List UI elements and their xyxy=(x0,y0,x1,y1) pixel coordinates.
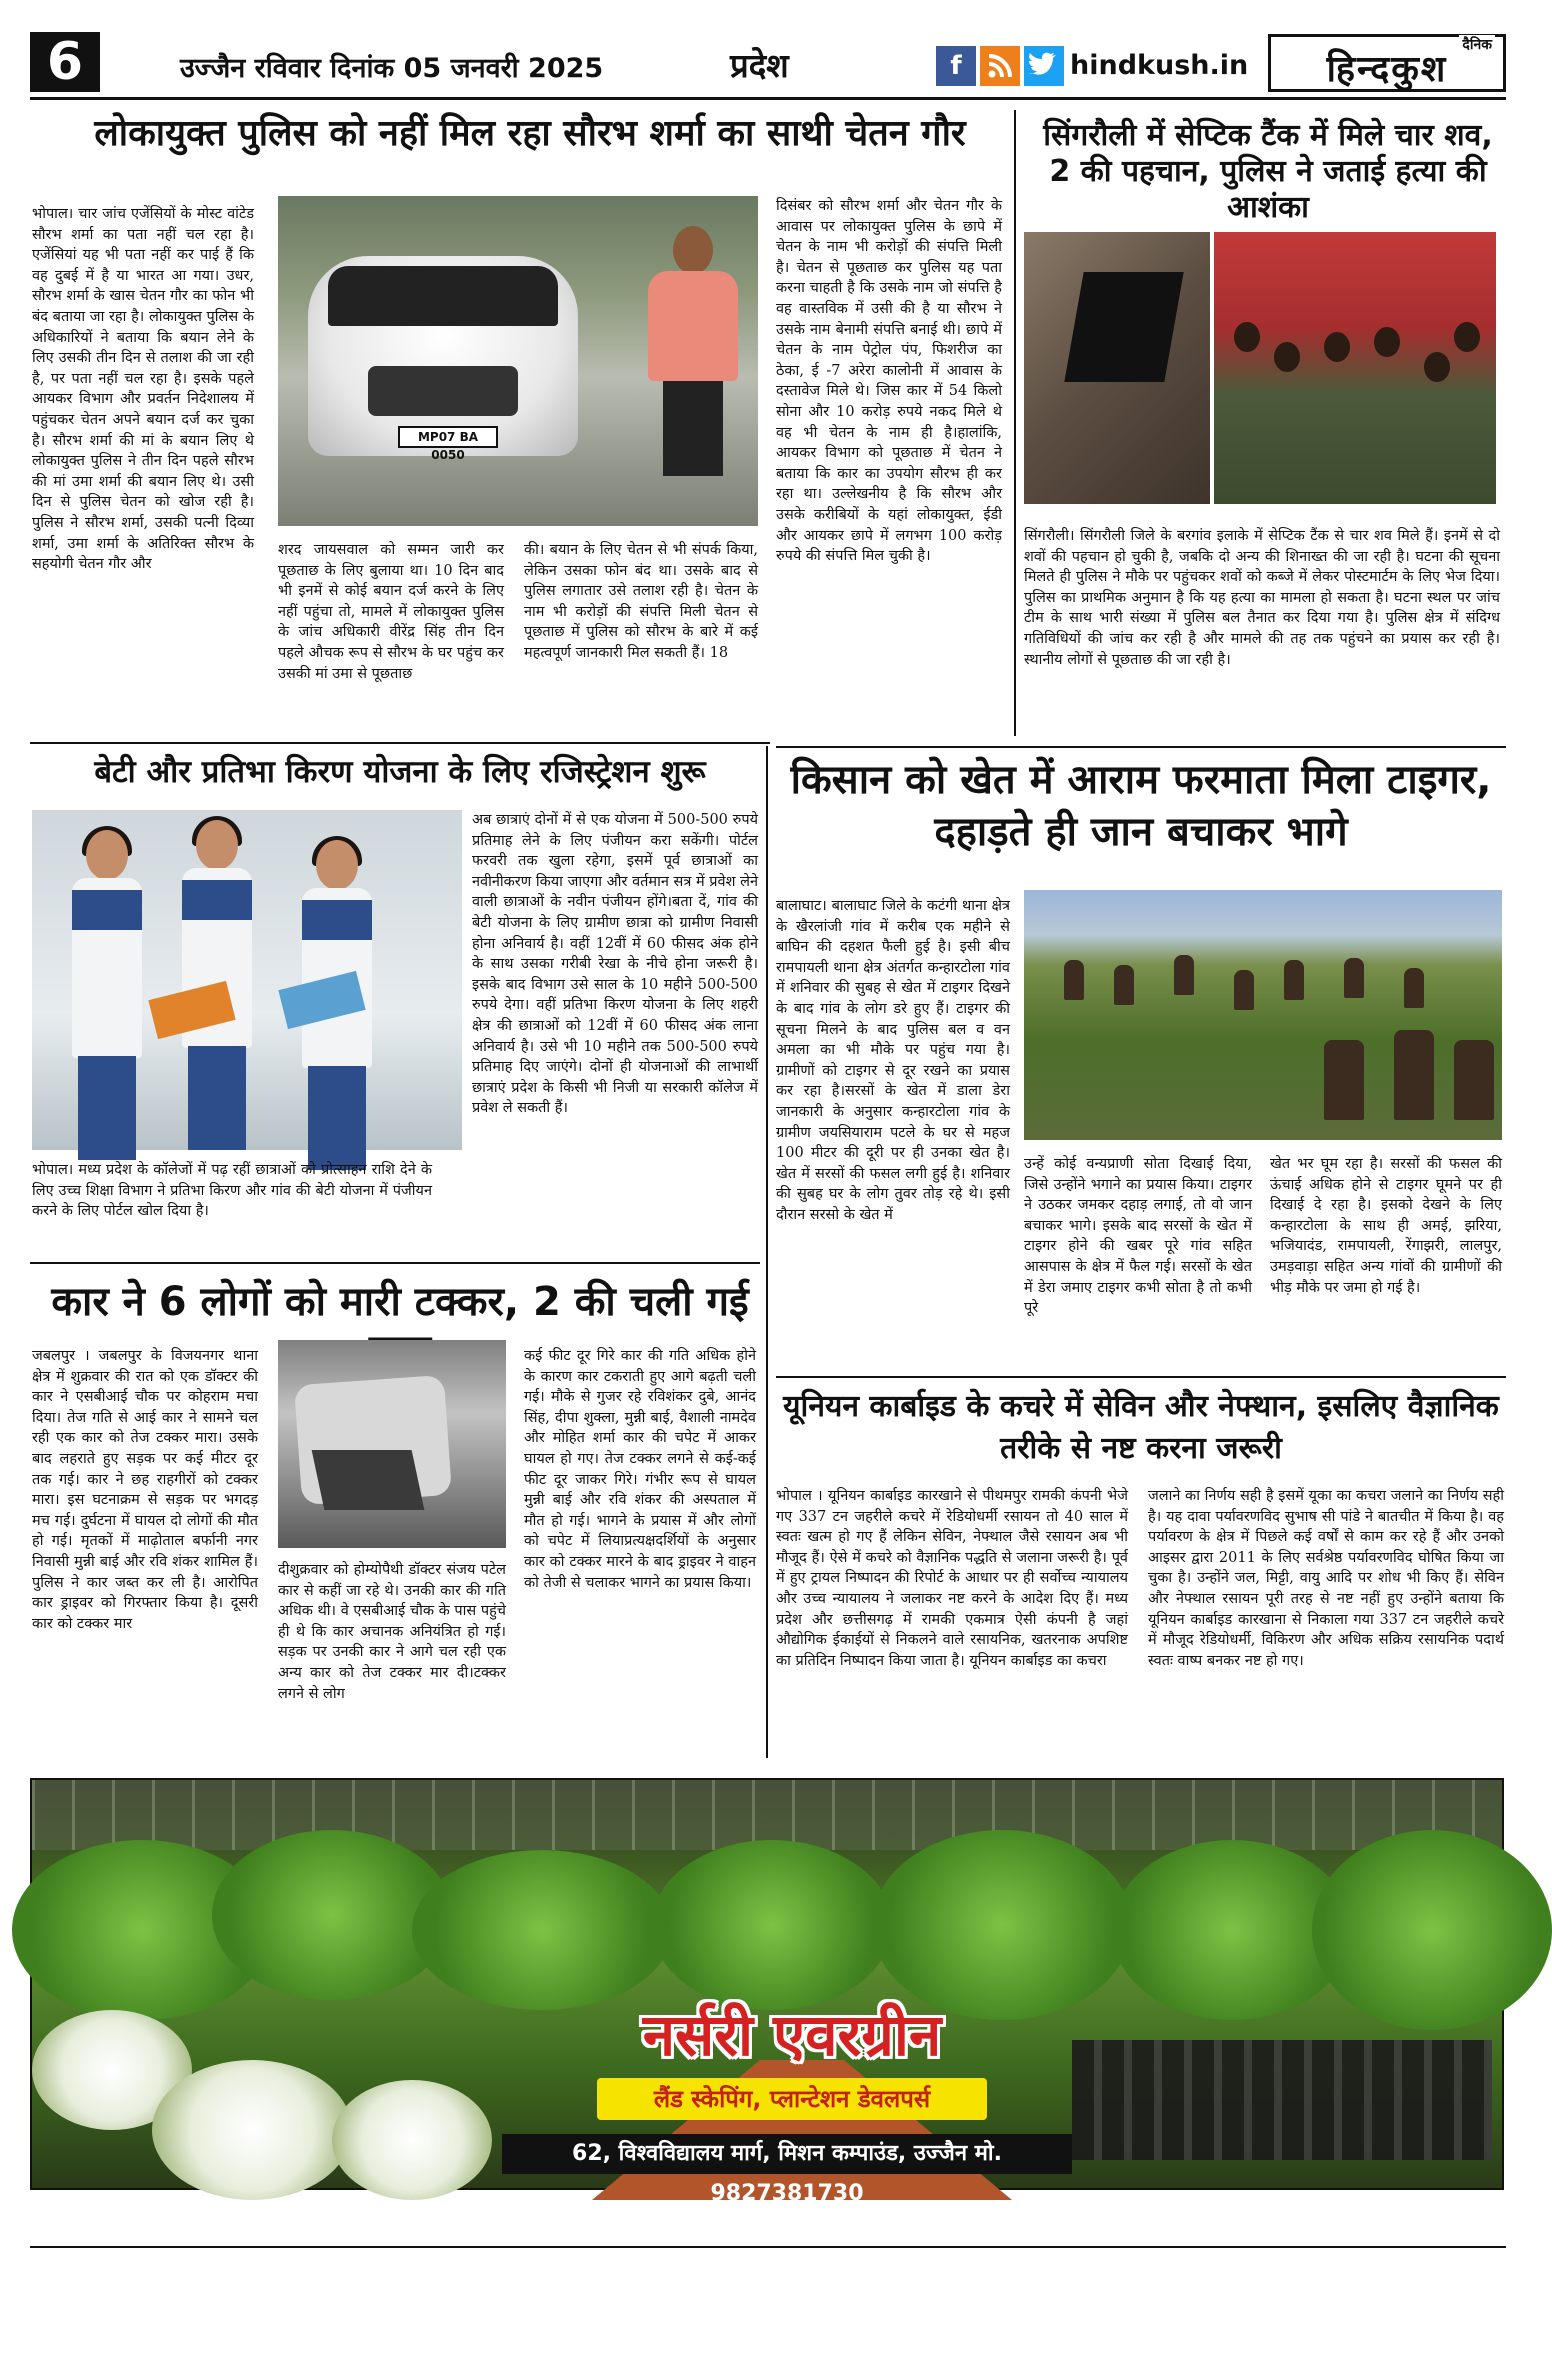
plant-pots xyxy=(1072,2040,1492,2160)
section-rule xyxy=(30,742,770,744)
headline-union-carbide: यूनियन कार्बाइड के कचरे में सेविन और नेफ्थान, इसलिए वैज्ञानिक तरीके से नष्ट करना जरूरी xyxy=(783,1389,1499,1466)
tiger-column-2: उन्हें कोई वन्यप्राणी सोता दिखाई दिया, जिसे उन्होंने भगाने का प्रयास किया। टाइगर ने उठकर जमकर दहाड़ लगाई, तो वो जान बचाकर भागे। इसके बाद सरसों के खेत में टाइगर होने की खबर पूरे गांव सहित आसपास के क्षेत्र में फैल गई। सरसों के खेत में डेरा जमाए टाइगर कभी सोता है तो कभी पूरे xyxy=(1024,1156,1252,1317)
ad-address: 62, विश्वविद्यालय मार्ग, मिशन कम्पाउंड, उज्जैन मो. 9827381730 xyxy=(502,2134,1072,2174)
tiger-field-crowd-photo xyxy=(1024,890,1502,1140)
car-accident-column-3: कई फीट दूर गिरे कार की गति अधिक होने के कारण कार टकराती हुए आगे बढ़ती चली गई। मौके से गुजर रहे रविशंकर दुबे, आनंद सिंह, दीपा शुक्ला, मुन्नी बाई, वैशाली नामदेव और मोहित शर्मा कार की चपेट में आकर घायल हो गए। तेज टक्कर लगने से कई-कई फीट दूर जाकर गिरे। गंभीर रूप से घायल मुन्नी बाई और रवि शंकर की अस्पताल में मौत हो गई। भागने के प्रयास में और लोगों को चपेट में लियाप्रत्यक्षदर्शियों के अनुसार कार को टक्कर मारने के बाद ड्राइवर ने वाहन को तेजी से चलाकर भागने का प्रयास किया। xyxy=(524,1348,756,1591)
section-rule xyxy=(30,1262,760,1264)
car-window-shape xyxy=(328,266,558,326)
dateline: उज्जैन रविवार दिनांक 05 जनवरी 2025 xyxy=(180,53,604,84)
beti-caption: भोपाल। मध्य प्रदेश के कॉलेजों में पढ़ रहीं छात्राओं को प्रोत्साहन राशि देने के लिए उच्च शिक्षा विभाग ने प्रतिभा किरण और गांव की बेटी योजना में पंजीयन करने के लिए पोर्टल खोल दिया है। xyxy=(32,1162,432,1220)
tiger-column-3: खेत भर घूम रहा है। सरसों की फसल की ऊंचाई अधिक होने से टाइगर घूमने पर ही दिखाई दे रहा है। इसको देखने के लिए कन्हारटोला के साथ ही अमई, झरिया, भजियादंड, रामपायली, रेंगाझरी, लालपुर, उमड़वाड़ा सहित अन्य गांवों की ग्रामीणों की भीड़ मौके पर जमा हो गई है। xyxy=(1270,1156,1502,1296)
lokayukt-column-1: भोपाल। चार जांच एजेंसियों के मोस्ट वांटेड सौरभ शर्मा का पता नहीं चल रहा है। एजेंसियां यह भी पता नहीं कर पाई हैं कि वह दुबई में है या भारत आ गया। उधर, सौरभ शर्मा के खास चेतन गौर का फोन भी बंद बताया जा रहा है। लोकायुक्त पुलिस के अधिकारियों ने बताया कि बयान लेने के लिए उसकी तीन दिन से तलाश की जा रही है, पर पता नहीं चल रहा है। इसके पहले आयकर विभाग और प्रवर्तन निदेशालय में पहुंचकर चेतन अपने बयान दर्ज कर चुका है। सौरभ शर्मा की मां के बयान लिए थे लोकायुक्त पुलिस ने तीन दिन पहले सौरभ की मां उमा शर्मा की बयान लिए थे। उसी दिन से पुलिस चेतन को खोज रही है। पुलिस ने सौरभ शर्मा, उसकी पत्नी दिव्या शर्मा, उमा शर्मा के अतिरिक्त सौरभ के सहयोगी चेतन गौर और xyxy=(32,206,254,573)
police-crowd-photo xyxy=(1214,232,1496,504)
tank-opening-shape xyxy=(1064,272,1183,382)
facebook-icon[interactable]: f xyxy=(936,46,976,86)
crashed-car-photo xyxy=(278,1340,506,1548)
beti-text: अब छात्राएं दोनों में से एक योजना में 500-500 रुपये प्रतिमाह लेने के लिए पंजीयन करा सकेंगी। पोर्टल फरवरी तक खुला रहेगा, इसमें पूर्व छात्राओं का नवीनीकरण किया जाएगा और वर्तमान सत्र में प्रवेश लेने वाली छात्राओं के नवीन पंजीयन होंगे।बता दें, गांव की बेटी योजना के लिए ग्रामीण छात्रा को ग्रामीण निवासी होना अनिवार्य है। वहीं 12वीं में 60 फीसद अंक होने के साथ उसका गरीबी रेखा के नीचे होना जरूरी है। इसके बाद विभाग उसे साल के 10 महीने 500-500 रुपये देगा। वहीं प्रतिभा किरण योजना के लिए शहरी क्षेत्र की छात्राओं को 12वीं में 60 फीसद अंक लाना अनिवार्य है। उसे भी 10 महीने तक 500-500 रुपये प्रतिमाह दिए जाएंगे। दोनों ही योजनाओं की लाभार्थी छात्राएं प्रदेश के किसी भी निजी या सरकारी कॉलेज में प्रवेश ले सकती हैं। xyxy=(472,812,758,1117)
car-number-plate: MP07 BA 0050 xyxy=(398,426,498,448)
union-carbide-column-2: जलाने का निर्णय सही है इसमें यूका का कचरा जलाने का निर्णय सही है। यह दावा पर्यावरणविद सुभाष सी पांडे ने बातचीत में किया है। वह पर्यावरण के क्षेत्र में पिछले कई वर्षों से काम कर रहे हैं और उनको आइसर द्वारा 2011 के लिए सर्वश्रेष्ठ पर्यावरणविद घोषित किया जा चुका है। उन्होंने जल, मिट्टी, वायु आदि पर शोध भी किए हैं। सेविन और नेफ्थाल रसायन पूरी तरह से नष्ट नहीं हुए उन्होंने बताया कि यूनियन कार्बाइड कारखाना से निकाला गया 337 टन जहरीले कचरे में मौजूद रेडियोधर्मी, विकिरण और अधिक सक्रिय रसायनिक पदार्थ स्वतः वाष्प बनकर नष्ट हो गए। xyxy=(1148,1488,1504,1669)
union-carbide-column-1: भोपाल । यूनियन कार्बाइड कारखाने से पीथमपुर रामकी कंपनी भेजे गए 337 टन जहरीले कचरे में रेडियोधर्मी रसायन तो 40 साल में स्वतः खत्म हो गए हैं लेकिन सेविन, नेफ्थाल जैसे रसायन अब भी मौजूद हैं। ऐसे में कचरे को वैज्ञानिक पद्धति से जलाना जरूरी है। पूर्व में हुए ट्रायल निष्पादन की रिपोर्ट के आधार पर ही सर्वोच्च न्यायालय और उच्च न्यायालय ने जलाकर नष्ट करने के आदेश दिए हैं। मध्य प्रदेश और छत्तीसगढ़ में रामकी एकमात्र ऐसी कंपनी है जहां औद्योगिक ईकाईयों से निकलने वाले रसायनिक, खतरनाक अपशिष्ट का प्रतिदिन निष्पादन किया जाता है। यूनियन कार्बाइड का कचरा xyxy=(776,1488,1128,1669)
section-rule xyxy=(776,746,1506,748)
newspaper-logo xyxy=(1268,34,1506,92)
column-rule xyxy=(766,746,768,1758)
headline-tiger: किसान को खेत में आराम फरमाता मिला टाइगर, दहाड़ते ही जान बचाकर भागे xyxy=(790,757,1492,855)
website-link[interactable]: hindkush.in xyxy=(1070,50,1249,81)
car-debris-shape xyxy=(312,1450,425,1510)
ad-title: नर्सरी एवरग्रीन xyxy=(642,2001,942,2069)
tiger-column-1: बालाघाट। बालाघाट जिले के कटंगी थाना क्षेत्र के खैरलांजी गांव में करीब एक महीने से बाघिन की दहशत फैली हुई है। इसी बीच रामपायली थाना क्षेत्र अंतर्गत कन्हारटोला गांव में शनिवार की सुबह से खेत में टाइगर दिखने के बाद गांव के लोग डरे हुए हैं। टाइगर की सूचना मिलने के बाद पुलिस बल व वन अमला का भी मौके पर पहुंच गया है। ग्रामीणों को टाइगर से दूर रखने का प्रयास कर रहा है।सरसों के खेत में डाला डेरा जानकारी के अनुसार कन्हारटोला गांव के ग्रामीण जयसियाराम पटले के घर से महज 100 मीटर की दूरी पर ही उनका खेत है। खेत में सरसों की फसल लगी हुई है। शनिवार की सुबह घर के लोग तुवर तोड़ रहे थे। इसी दौरान सरसो के खेत में xyxy=(776,898,1010,1223)
ad-subtitle: लैंड स्केपिंग, प्लान्टेशन डेवलपर्स xyxy=(597,2078,987,2120)
person-figure xyxy=(648,226,738,476)
lokayukt-column-3: की। बयान के लिए चेतन से भी संपर्क किया, लेकिन उसका फोन बंद था। उसके बाद से पुलिस लगातार उसे तलाश रही है। चेतन के नाम भी करोड़ों की संपत्ति मिली चेतन से पूछताछ में पुलिस को सौरभ के बारे में कई महत्वपूर्ण जानकारी मिल सकती हैं। 18 xyxy=(524,542,758,661)
bottom-rule xyxy=(30,2246,1506,2248)
septic-tank-photo xyxy=(1024,232,1210,504)
headline-beti: बेटी और प्रतिभा किरण योजना के लिए रजिस्ट्रेशन शुरू xyxy=(94,754,706,790)
singrauli-text: सिंगरौली। सिंगरौली जिले के बरगांव इलाके में सेप्टिक टैंक से चार शव मिले हैं। इनमें से दो शवों की पहचान हो चुकी है, जबकि दो अन्य की शिनाख्त की जा रही है। घटना की सूचना मिलते ही पुलिस ने मौके पर पहुंचकर शवों को कब्जे में लेकर पोस्टमार्टम के लिए भेज दिया। पुलिस का प्राथमिक अनुमान है कि यह हत्या का मामला हो सकता है। घटना स्थल पर जांच टीम के साथ भारी संख्या में पुलिस बल तैनात कर दिया गया है। पुलिस क्षेत्र में संदिग्ध गतिविधियों की जांच कर रही है और मामले की तह तक पहुंचने का प्रयास कर रही है। स्थानीय लोगों से पूछताछ की जा रही है। xyxy=(1024,528,1500,668)
car-accident-column-1: जबलपुर । जबलपुर के विजयनगर थाना क्षेत्र में शुक्रवार की रात को एक डॉक्टर की कार ने एसबीआई चौक पर कोहराम मचा दिया। तेज गति से आई कार ने सामने चल रही एक कार को तेज टक्कर मारा। उसके बाद लहराते हुए सड़क पर कई मीटर दूर तक गई। कार ने छह राहगीरों को टक्कर मारा। इस घटनाक्रम से सड़क पर भगदड़ मच गई। दुर्घटना में घायल दो लोगों की मौत हो गई। मृतकों में माढ़ोताल बर्फानी नगर निवासी मुन्नी बाई और रवि शंकर शामिल हैं। पुलिस ने कार जब्त कर ली है। आरोपित कार ड्राइवर को गिरफ्तार किया है। दूसरी कार को टक्कर मार xyxy=(32,1348,258,1632)
headline-lokayukt: लोकायुक्त पुलिस को नहीं मिल रहा सौरभ शर्मा का साथी चेतन गौर xyxy=(94,113,966,154)
nursery-advertisement[interactable] xyxy=(30,1778,1504,2206)
masthead xyxy=(30,28,1506,100)
logo-small-text: दैनिक xyxy=(1459,35,1495,54)
lokayukt-column-4: दिसंबर को सौरभ शर्मा और चेतन गौर के आवास पर लोकायुक्त पुलिस के छापे में चेतन के नाम भी करोड़ों की संपत्ति मिली है। चेतन से पूछताछ कर पुलिस यह पता करना चाहती है कि उसके नाम जो संपत्ति है वह वास्तविक में उसी की है या सौरभ ने उसके नाम बेनामी संपत्ति बनाई थी। छापे में चेतन के नाम पेट्रोल पंप, फिशरीज का ठेका, ई -7 अरेरा कालोनी में आवास के दस्तावेज मिले थे। जिस कार में 54 किलो सोना और 10 करोड़ रुपये नकद मिले थे वह भी चेतन के नाम ही है।हालांकि, आयकर विभाग को पूछताछ में चेतन ने बताया कि कार का उपयोग सौरभ ही कर रहा था। उल्लेखनीय है कि सौरभ और उसके करीबियों के यहां लोकायुक्त, ईडी और आयकर छापे में लगभग 100 करोड़ रुपये की संपत्ति मिल चुकी है। xyxy=(776,198,1002,565)
twitter-icon[interactable] xyxy=(1024,46,1064,86)
headline-singrauli: सिंगरौली में सेप्टिक टैंक में मिले चार शव, 2 की पहचान, पुलिस ने जताई हत्या की आशंका xyxy=(1043,118,1493,225)
headline-car-accident: कार ने 6 लोगों को मारी टक्कर, 2 की चली गई xyxy=(51,1279,749,1325)
car-photo xyxy=(278,196,758,526)
page-number: 6 xyxy=(30,32,100,92)
car-accident-column-2: दीशुक्रवार को होम्योपैथी डॉक्टर संजय पटेल कार से कहीं जा रहे थे। उनकी कार की गति अधिक थी। वे एसबीआई चौक के पास पहुंचे ही थे कि कार अचानक अनियंत्रित हो गई। सड़क पर उनकी कार ने आगे चल रही एक अन्य कार को तेज टक्कर मार दी।टक्कर लगने से लोग xyxy=(278,1562,506,1702)
column-rule xyxy=(1014,110,1016,736)
lokayukt-column-2: शरद जायसवाल को सम्मन जारी कर पूछताछ के लिए बुलाया था। 10 दिन बाद भी इनमें से कोई बयान दर्ज करने के लिए नहीं पहुंचा तो, मामले में लोकायुक्त पुलिस के जांच अधिकारी वीरेंद्र सिंह तीन दिन पहले औचक रूप से सौरभ के घर पहुंच कर उसकी मां उमा से पूछताछ xyxy=(278,542,504,682)
section-title: प्रदेश xyxy=(730,46,789,85)
students-photo xyxy=(32,810,462,1150)
logo-main-text: हिन्दकुश xyxy=(1326,48,1448,90)
section-rule xyxy=(776,1376,1506,1378)
social-icons xyxy=(936,46,1064,86)
car-grille-shape xyxy=(368,366,518,416)
rss-icon[interactable] xyxy=(980,46,1020,86)
